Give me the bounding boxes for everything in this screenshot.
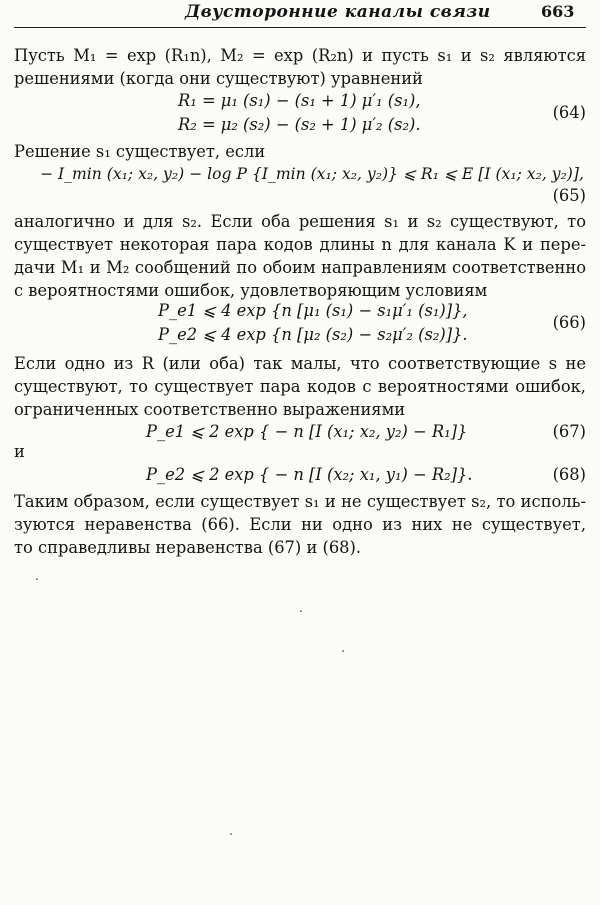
header-rule (14, 27, 586, 28)
text-line: дачи M₁ и M₂ сообщений по обоим направлениям соответственно (14, 258, 586, 277)
text-line: то справедливы неравенства (67) и (68). (14, 538, 362, 557)
text-line: аналогично и для s₂. Если оба решения s₁ и s₂ существуют, то (14, 212, 586, 231)
text-line: Пусть M₁ = exp (R₁n), M₂ = exp (R₂n) и пусть s₁ и s₂ являются (14, 46, 586, 65)
equation-68: P_e2 ⩽ 2 exp { − n [I (x₂; x₁, y₁) − R₂]}. (146, 465, 473, 484)
equation-67: P_e1 ⩽ 2 exp { − n [I (x₁; x₂, y₂) − R₁]} (146, 422, 468, 441)
text-line: решениями (когда они существуют) уравнений (14, 69, 423, 88)
text-line: и (14, 442, 25, 461)
text-line: Если одно из R (или оба) так малы, что соответствующие s не (14, 354, 586, 373)
equation-number-68: (68) (552, 465, 586, 484)
scan-speck (300, 610, 302, 612)
equation-65: − I_min (x₁; x₂, y₂) − log P {I_min (x₁; x₂, y₂)} ⩽ R₁ ⩽ E [I (x₁; x₂, y₂)], (40, 165, 584, 183)
text-line: существует некоторая пара кодов длины n для канала K и пере- (14, 235, 586, 254)
scan-speck (230, 833, 232, 835)
page-number: 663 (541, 2, 575, 21)
equation-66-line1: P_e1 ⩽ 4 exp {n [μ₁ (s₁) − s₁μ′₁ (s₁)]}, (158, 301, 468, 320)
equation-number-65: (65) (552, 186, 586, 205)
scan-speck (36, 578, 38, 580)
text-line: зуются неравенства (66). Если ни одно из них не существует, (14, 515, 586, 534)
text-line: с вероятностями ошибок, удовлетворяющим условиям (14, 281, 488, 300)
running-header-title: Двусторонние каналы связи (185, 2, 491, 22)
equation-64-line1: R₁ = μ₁ (s₁) − (s₁ + 1) μ′₁ (s₁), (178, 91, 421, 110)
text-line: существуют, то существует пара кодов с вероятностями ошибок, (14, 377, 586, 396)
equation-number-66: (66) (552, 313, 586, 332)
equation-number-67: (67) (552, 422, 586, 441)
equation-number-64: (64) (552, 103, 586, 122)
text-line: ограниченных соответственно выражениями (14, 400, 406, 419)
equation-66-line2: P_e2 ⩽ 4 exp {n [μ₂ (s₂) − s₂μ′₂ (s₂)]}. (158, 325, 468, 344)
text-line: Таким образом, если существует s₁ и не существует s₂, то исполь- (14, 492, 586, 511)
text-line: Решение s₁ существует, если (14, 142, 266, 161)
equation-64-line2: R₂ = μ₂ (s₂) − (s₂ + 1) μ′₂ (s₂). (178, 115, 421, 134)
scan-speck (342, 650, 344, 652)
